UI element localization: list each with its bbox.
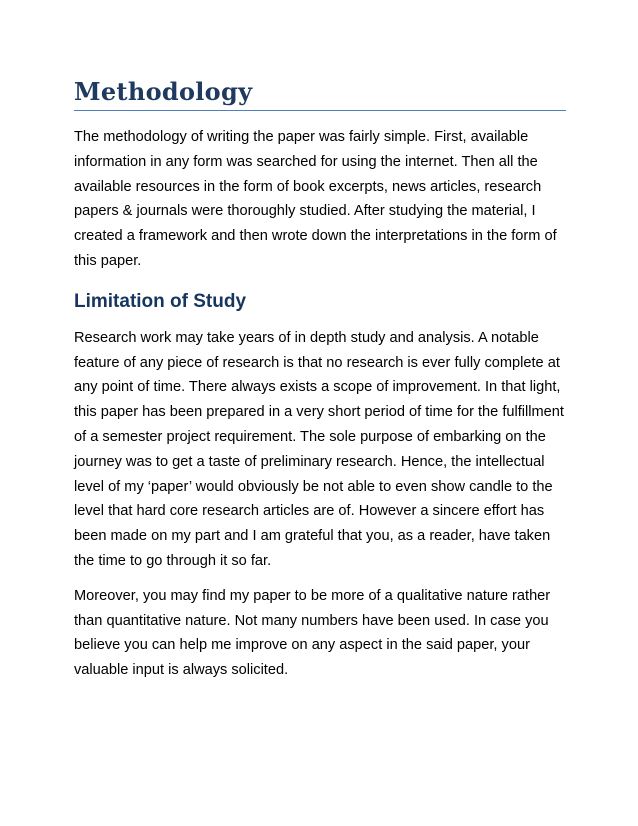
document-body [74,76,566,693]
methodology-paragraph: The methodology of writing the paper was fairly simple. First, available information in any form was searched for using the internet. Then all the available resources in the form of book excerpts, news articles, research papers & journals were thoroughly studied. After studying the material, I created a framework and then wrote down the interpretations in the form of this paper. [74,129,557,269]
title-underline-rule [74,110,566,111]
limitation-paragraph-2: Moreover, you may find my paper to be more of a qualitative nature rather than quantitative nature. Not many numbers have been used. In case you believe you can help me improve on any aspect in the said paper, your valuable input is always solicited. [74,587,551,679]
limitation-heading: Limitation of Study [74,290,247,312]
limitation-paragraph-1: Research work may take years of in depth study and analysis. A notable feature of any piece of research is that no research is ever fully complete at any point of time. There always exists a scope of improvement. In that light, this paper has been prepared in a very short period of time for the fulfillment of a semester project requirement. The sole purpose of embarking on the journey was to get a taste of preliminary research. Hence, the intellectual level of my ‘paper’ would obviously be not able to even show candle to the level that hard core research articles are of. However a sincere effort has been made on my part and I am grateful that you, as a reader, have taken the time to go through it so far. [74,329,564,569]
page-title: Methodology [74,77,253,106]
